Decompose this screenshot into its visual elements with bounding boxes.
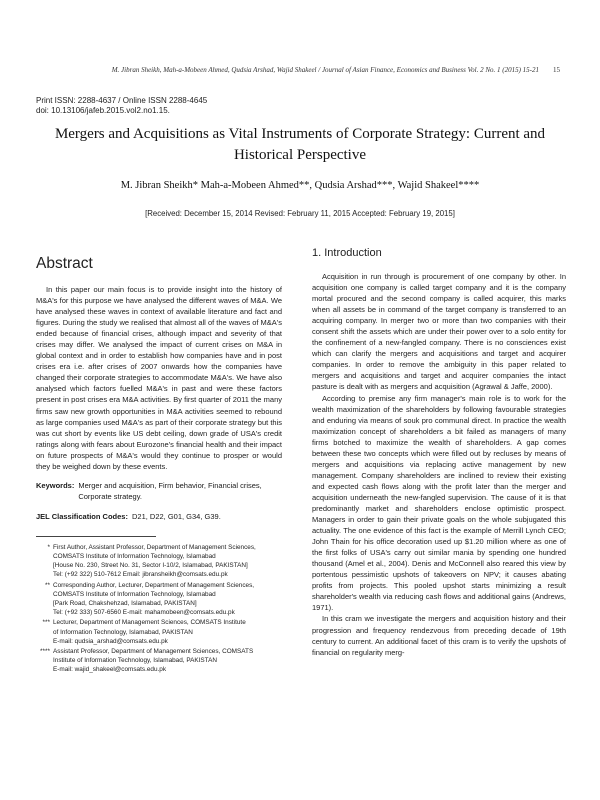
jel-codes	[36, 511, 282, 522]
footnote-line: E-mail: qudsia_arshad@comsats.edu.pk	[53, 637, 168, 645]
footnote-line: First Author, Assistant Professor, Department of Management Sciences,	[53, 543, 256, 551]
footnote-line: COMSATS Institute of Information Technology, Islamabad	[53, 590, 216, 598]
footnote-line: [House No. 230, Street No. 31, Sector I-10/2, Islamabad, PAKISTAN]	[53, 562, 248, 570]
footnote-divider	[36, 536, 156, 537]
introduction-paragraph: In this cram we investigate the mergers and acquisition history and their progression and frequency rendezvous from preceding decade of 19th century to current. An additional facet of this cram is to verify the upshots of financial on regularity merg-	[312, 614, 566, 657]
authors: M. Jibran Sheikh* Mah-a-Mobeen Ahmed**, Qudsia Arshad***, Wajid Shakeel****	[120, 180, 480, 191]
keywords-label: Keywords:	[36, 480, 75, 490]
issn-block	[36, 96, 207, 116]
footnote-mark: *	[47, 543, 50, 551]
footnote-line: Tel: (+92 333) 507-6560 E-mail: mahamobeen@comsats.edu.pk	[53, 609, 235, 617]
left-column	[36, 255, 282, 676]
footnote-line: Lecturer, Department of Management Sciences, COMSATS Institute	[53, 619, 246, 627]
footnote	[36, 618, 282, 646]
footnote	[36, 543, 282, 580]
submission-dates: [Received: December 15, 2014 Revised: February 11, 2015 Accepted: February 19, 2015]	[145, 209, 455, 218]
title-line: Mergers and Acquisitions as Vital Instruments of Corporate Strategy: Current and	[54, 126, 546, 142]
running-header-text: M. Jibran Sheikh, Mah-a-Mobeen Ahmed, Qudsia Arshad, Wajid Shakeel / Journal of Asian Finance, Economics and Business Vol. 2 No. 1 (2015) 15-21	[111, 66, 539, 74]
title-line: Historical Perspective	[233, 147, 367, 163]
footnote-line: COMSATS Institute of Information Technology, Islamabad	[53, 553, 216, 560]
footnote-line: [Park Road, Chakshehzad, Islamabad, PAKISTAN]	[53, 600, 197, 608]
introduction-heading: 1. Introduction	[312, 247, 382, 259]
footnotes	[36, 543, 282, 675]
print-issn: Print ISSN: 2288-4637 / Online ISSN 2288-4645	[36, 96, 208, 105]
page-number: 15	[553, 66, 560, 74]
footnote-line: of Information Technology, Islamabad, PAKISTAN	[53, 628, 193, 636]
abstract-heading: Abstract	[36, 255, 93, 272]
footnote-mark: ****	[40, 648, 50, 656]
footnote-mark: ***	[42, 619, 50, 627]
jel-label: JEL Classification Codes:	[36, 511, 128, 521]
footnote-line: E-mail: wajid_shakeel@comsats.edu.pk	[53, 666, 167, 674]
paper-title	[40, 124, 560, 166]
running-header	[40, 66, 560, 74]
footnote	[36, 581, 282, 618]
abstract-text: In this paper our main focus is to provide insight into the history of M&A's for this purpose we have analysed the different waves of M&A. We have analysed these waves in context of available literature and fact and figures. During the study we realised that almost all of the waves of M&A's ended because of financial crises, although impact and severity of that crises may differ. We analysed the impact of current crises on M&A in global context and in order to establish how companies have and in post crises era i.e. after crises of 2007 onwards how the companies have changed their corporate strategies to accommodate M&A's. We have also analysed which factors fuelled M&A's in past and were these factors present in post crises era M&A activities. By first quarter of 2011 the many firms saw new growth opportunities in M&A activities seemed to rebound as large companies used M&A's as part of their corporate strategy but this was cut short by events like US debt ceiling, down grade of USA's credit ratings along with fears about Eurozone's financial health and their impact on future prospects of M&A's would they continue to prosper or would they be weighed down by these events.	[36, 285, 282, 471]
keywords-text: Merger and acquisition, Firm behavior, Financial crises, Corporate strategy.	[78, 480, 262, 501]
footnote-mark: **	[45, 581, 50, 589]
introduction-paragraph: Acquisition in run through is procurement of one company by other. In acquisition one company is called target company and it is the company mortal procured and the second company is called acquirer, this marks when all assets be in command of the target company is transferred to an acquiring company. In merger two or more than two companies with their consent shift the assets which are under their power over to a solo entity for the confinement of a new-fangled company. There is no consciences exist which can clarify the mergers and acquisitions and target and acquirer companies. In order to remove the ambiguity in this paper related to mergers and acquisitions and target and acquirer companies the intact pasture is dealt with as mergers and acquisition (Agrawal & Jaffe, 2000).	[312, 272, 566, 392]
introduction-paragraph: According to premise any firm manager's main role is to work for the wealth maximization of the shareholders by following favourable strategies and enduring via means of souk pro communal direct. In practice the wealth maximization concept of shareholders a bit failed as managers of many firms botched to maximize the wealth of shareholders. A gap comes between these two concepts which were filled out by recluses by means of mergers and acquisitions via replacing active management by new management. Company shareholders are inclined to review their existing and expected cash flows along with the profit later than the merger and acquisition underneath the new-fangled supervision. The cause of it is that predominantly market and shareholders enclose optimistic prospect. Managers in order to gain their private goals on the whole subjugated this actuality. The one evidence of this fact is the example of Merrill Lynch CEO; John Thain for his office decoration used up $1.20 million where as one of the first folks of USA's carry out similar mania by spending one hundred thousand (Amel et al., 2004). Denis and McConnell also reared this view by portentous pessimistic upshots of takeovers on NPV; it causes abating profits from projects. This pooled upshot starts minimizing a result shareholder's wealth via reducing cash flows and additional gains (Andrews, 1971).	[312, 393, 566, 613]
keywords	[36, 480, 282, 502]
jel-text: D21, D22, G01, G34, G39.	[131, 511, 221, 521]
footnote	[36, 647, 282, 675]
doi: doi: 10.13106/jafeb.2015.vol2.no1.15.	[36, 106, 170, 115]
footnote-line: Assistant Professor, Department of Management Sciences, COMSATS	[53, 648, 254, 656]
right-column	[312, 247, 566, 658]
footnote-line: Corresponding Author, Lecturer, Department of Management Sciences,	[53, 581, 255, 589]
footnote-line: Institute of Information Technology, Islamabad, PAKISTAN	[53, 657, 217, 665]
footnote-line: Tel: (+92 322) 510-7612 Email: jibransheikh@comsats.edu.pk	[53, 571, 228, 579]
